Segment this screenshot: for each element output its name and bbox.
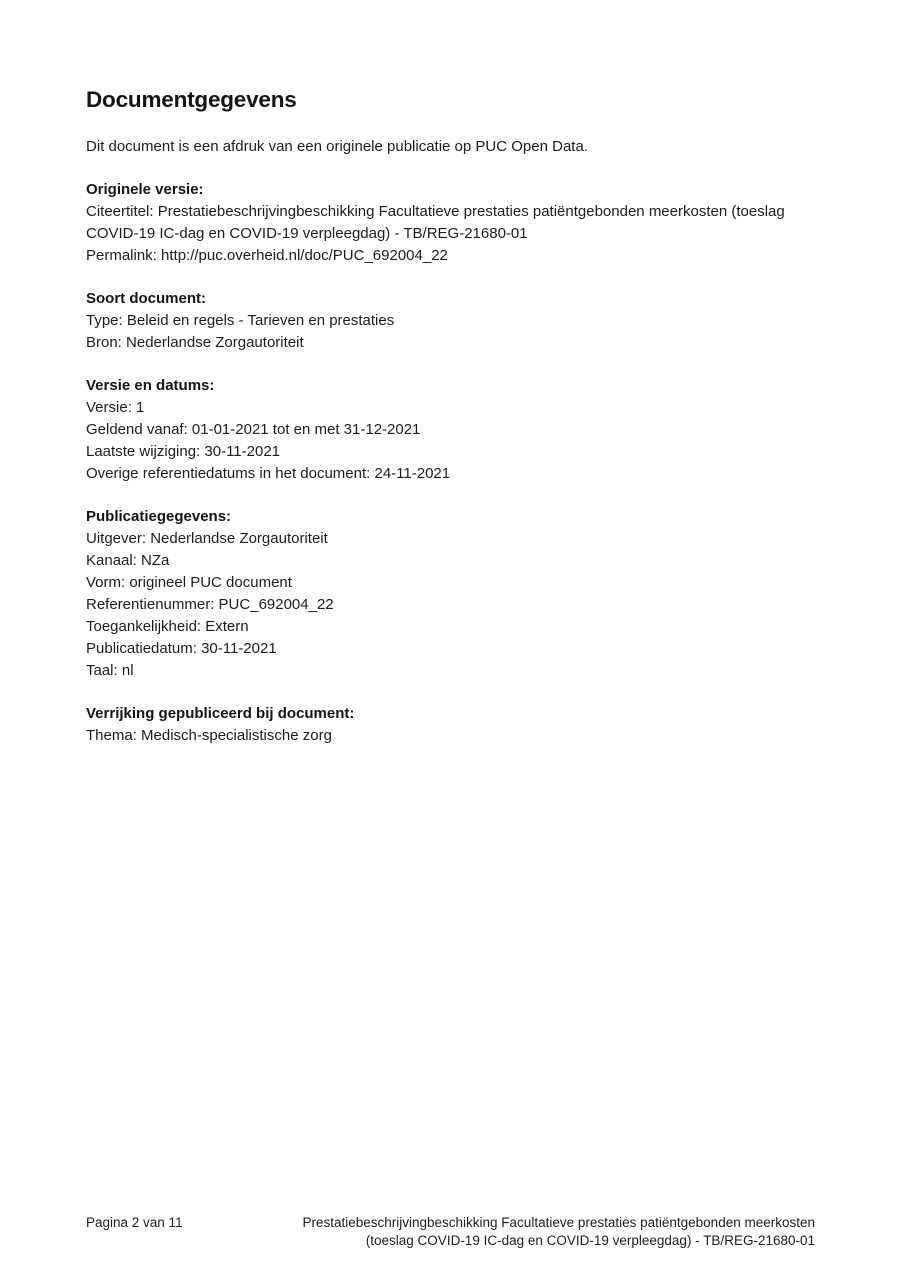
page-footer: [86, 1214, 815, 1250]
section-heading: Publicatiegegevens:: [86, 508, 232, 525]
meta-line-vorm: Vorm: origineel PUC document: [86, 574, 292, 591]
meta-line-kanaal: Kanaal: NZa: [86, 552, 170, 569]
section-originele-versie: [86, 179, 818, 267]
meta-line-thema: Thema: Medisch-specialistische zorg: [86, 727, 332, 744]
meta-line-taal: Taal: nl: [86, 662, 134, 679]
section-heading: Versie en datums:: [86, 377, 215, 394]
page-title: Documentgegevens: [86, 87, 297, 112]
meta-line-permalink: Permalink: http://puc.overheid.nl/doc/PUC_692004_22: [86, 247, 448, 264]
section-heading: Soort document:: [86, 290, 206, 307]
meta-line-versie: Versie: 1: [86, 399, 145, 416]
section-heading: Verrijking gepubliceerd bij document:: [86, 705, 355, 722]
intro-text: Dit document is een afdruk van een originele publicatie op PUC Open Data.: [86, 138, 588, 155]
footer-document-title: [302, 1214, 815, 1250]
meta-line-uitgever: Uitgever: Nederlandse Zorgautoriteit: [86, 530, 328, 547]
document-content: [86, 86, 818, 747]
page-number-indicator: Pagina 2 van 11: [86, 1215, 183, 1230]
meta-line-laatste-wijziging: Laatste wijziging: 30-11-2021: [86, 443, 281, 460]
section-publicatiegegevens: [86, 506, 818, 682]
section-soort-document: [86, 288, 818, 354]
meta-line-overige-referentiedatums: Overige referentiedatums in het document: 24-11-2021: [86, 465, 451, 482]
meta-line-publicatiedatum: Publicatiedatum: 30-11-2021: [86, 640, 277, 657]
section-versie-en-datums: [86, 375, 818, 485]
section-heading: Originele versie:: [86, 181, 204, 198]
meta-line-geldend-vanaf: Geldend vanaf: 01-01-2021 tot en met 31-12-2021: [86, 421, 421, 438]
footer-document-title-line2: (toeslag COVID-19 IC-dag en COVID-19 verpleegdag) - TB/REG-21680-01: [365, 1233, 815, 1248]
meta-line-bron: Bron: Nederlandse Zorgautoriteit: [86, 334, 304, 351]
meta-line-referentienummer: Referentienummer: PUC_692004_22: [86, 596, 334, 613]
meta-line-toegankelijkheid: Toegankelijkheid: Extern: [86, 618, 249, 635]
section-verrijking: [86, 703, 818, 747]
footer-document-title-line1: Prestatiebeschrijvingbeschikking Facultatieve prestaties patiëntgebonden meerkosten: [302, 1215, 815, 1230]
meta-line-type: Type: Beleid en regels - Tarieven en prestaties: [86, 312, 395, 329]
meta-line-citeertitel: Citeertitel: Prestatiebeschrijvingbeschikking Facultatieve prestaties patiëntgebonden meerkosten (toeslag COVID-19 IC-dag en COVID-19 verpleegdag) - TB/REG-21680-01: [86, 203, 785, 242]
